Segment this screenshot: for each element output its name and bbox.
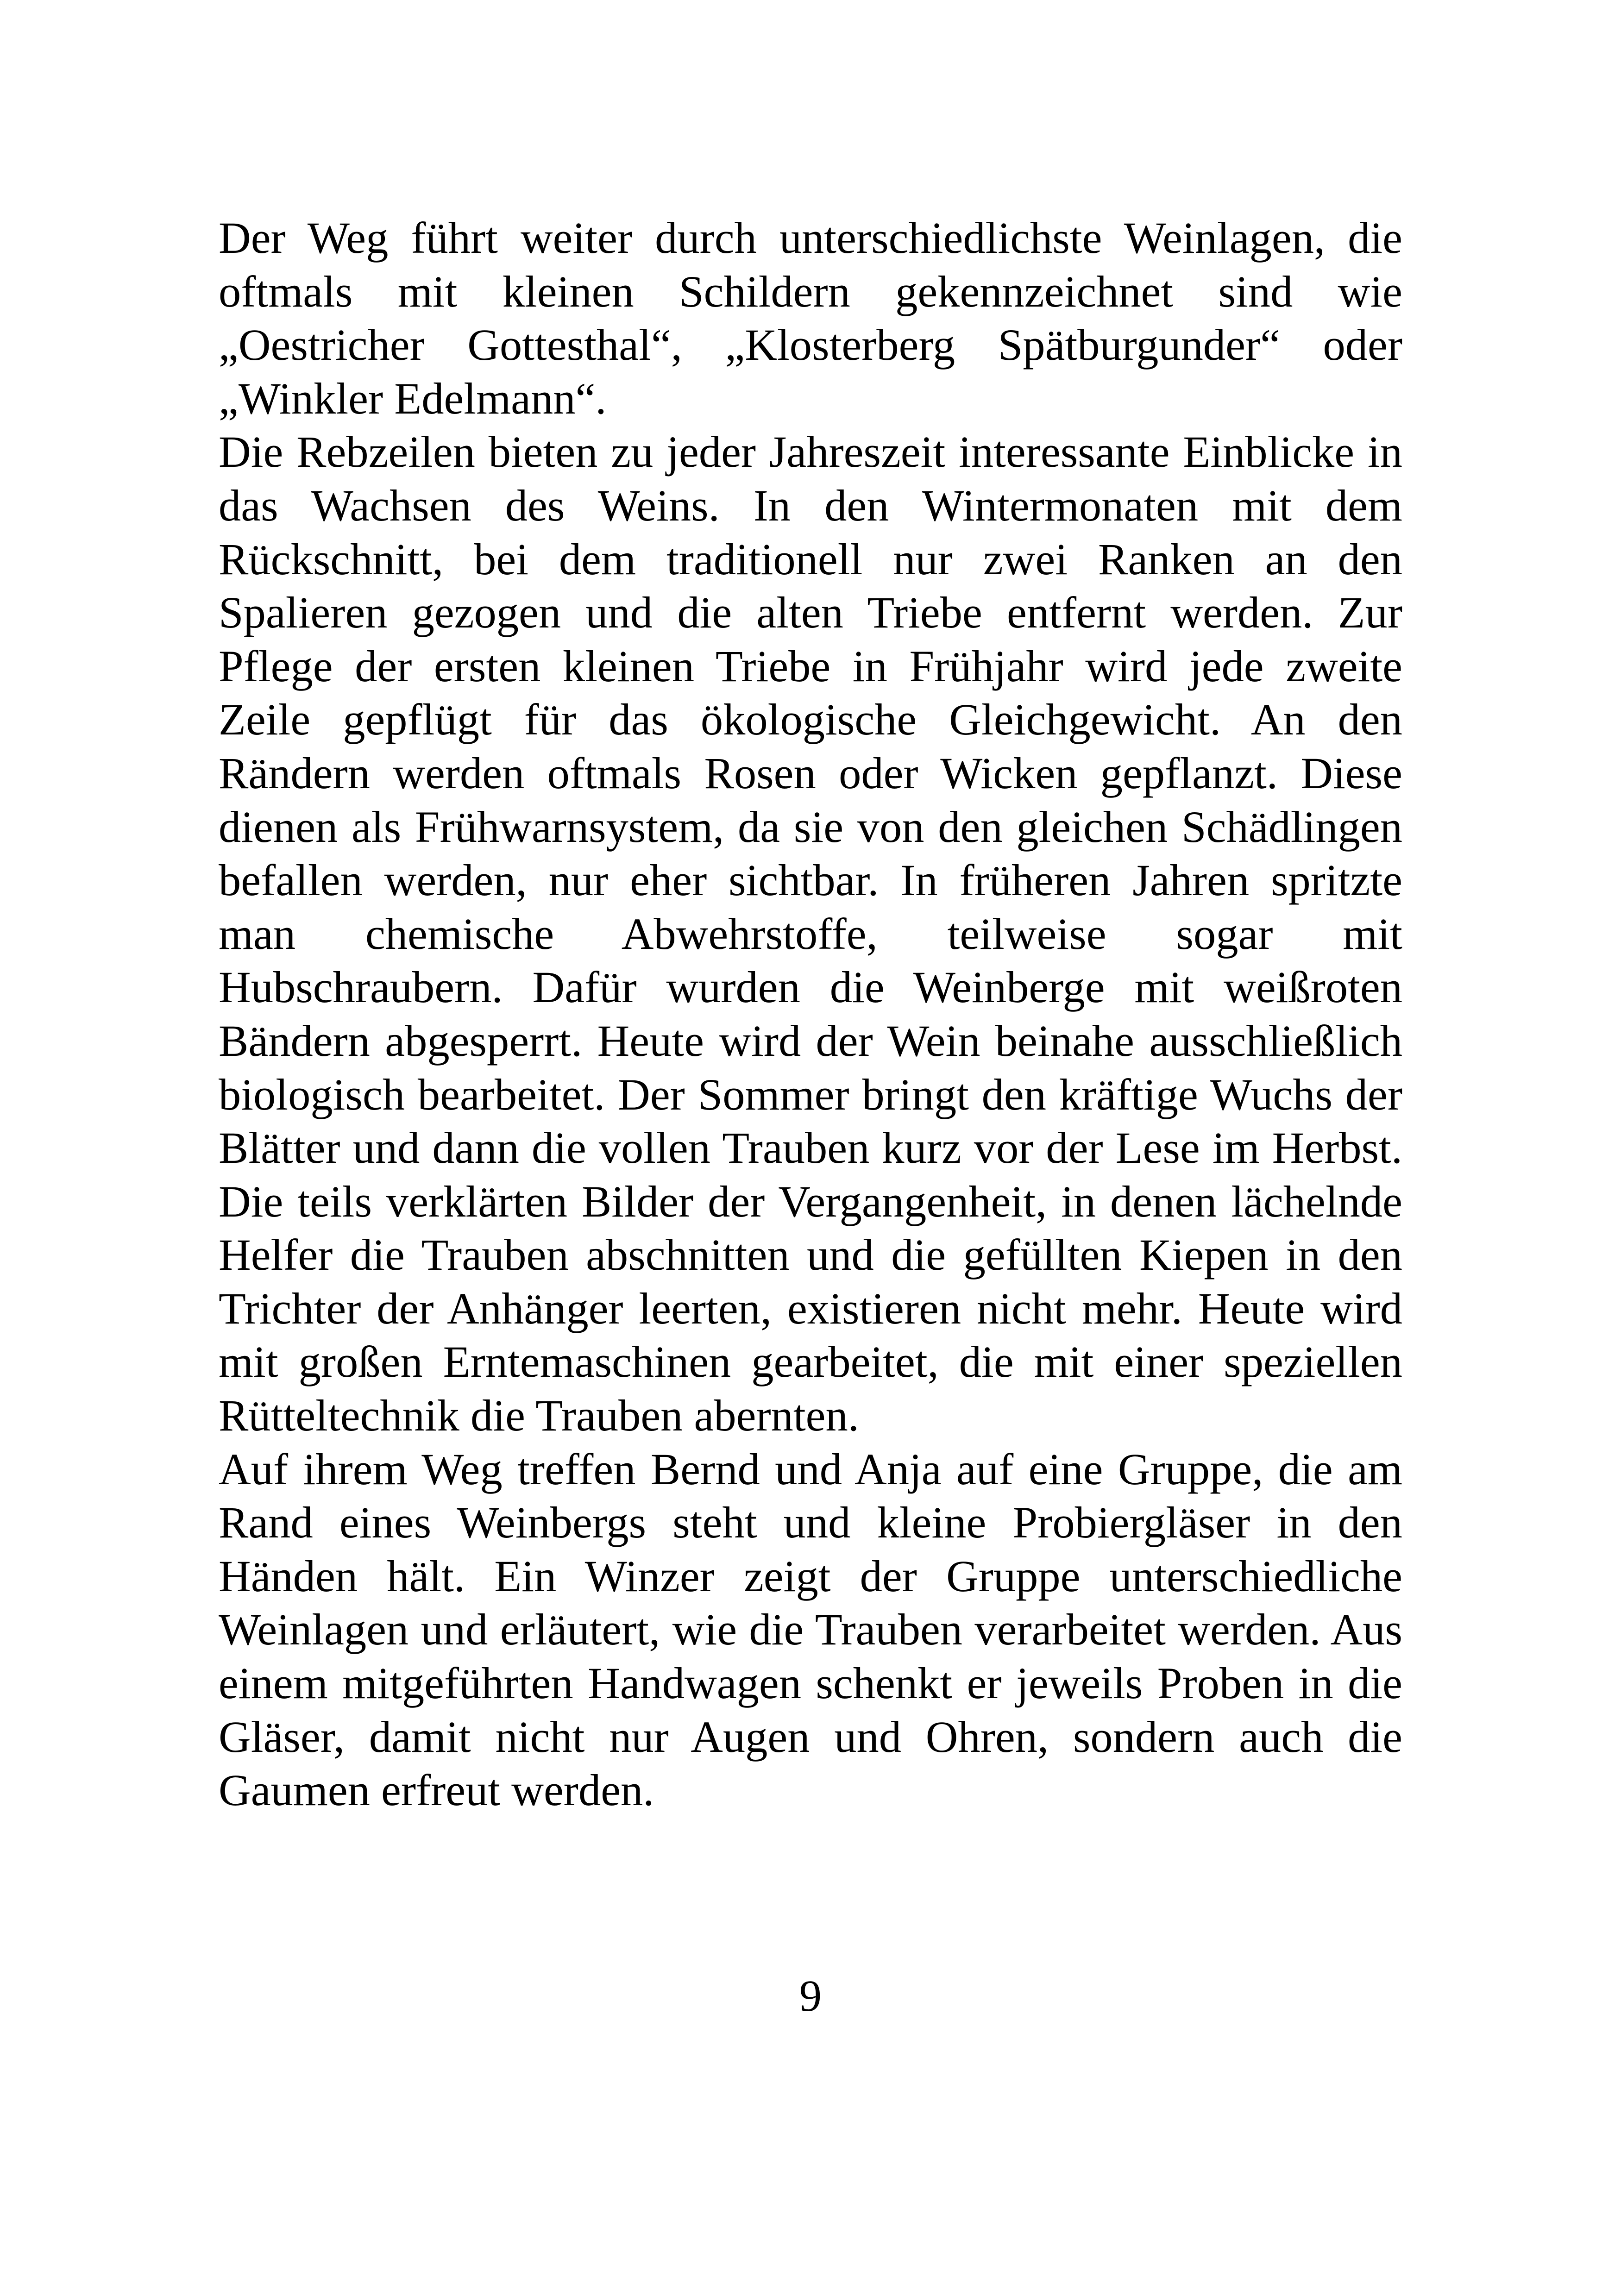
paragraph-winemaker-group: Auf ihrem Weg treffen Bernd und Anja auf eine Gruppe, die am Rand eines Weinbergs steht und kleine Probiergläser in den Händen hält. Ein Winzer zeigt der Gruppe unterschiedliche Weinlagen und erläutert, wie die Trauben verarbeitet werden. Aus einem mitgeführten Handwagen schenkt er jeweils Proben in die Gläser, damit nicht nur Augen und Ohren, sondern auch die Gaumen erfreut werden. <box>219 1444 1402 1815</box>
paragraph-vine-rows-seasons: Die Rebzeilen bieten zu jeder Jahreszeit interessante Einblicke in das Wachsen des Weins. In den Wintermonaten mit dem Rückschnitt, bei dem traditionell nur zwei Ranken an den Spalieren gezogen und die alten Triebe entfernt werden. Zur Pflege der ersten kleinen Triebe in Frühjahr wird jede zweite Zeile gepflügt für das ökologische Gleichgewicht. An den Rändern werden oftmals Rosen oder Wicken gepflanzt. Diese dienen als Frühwarnsystem, da sie von den gleichen Schädlingen befallen werden, nur eher sichtbar. In früheren Jahren spritzte man chemische Abwehrstoffe, teilweise sogar mit Hubschraubern. Dafür wurden die Weinberge mit weißroten Bändern abgesperrt. Heute wird der Wein beinahe ausschließlich biologisch bearbeitet. Der Sommer bringt den kräftige Wuchs der Blätter und dann die vollen Trauben kurz vor der Lese im Herbst. Die teils verklärten Bilder der Vergangenheit, in denen lächelnde Helfer die Trauben abschnitten und die gefüllten Kiepen in den Trichter der Anhänger leerten, existieren nicht mehr. Heute wird mit großen Erntemaschinen gearbeitet, die mit einer speziellen Rütteltechnik die Trauben abernten. <box>219 427 1402 1441</box>
body-text <box>219 211 1402 1817</box>
page-number: 9 <box>799 1971 822 2020</box>
paragraph-vineyard-sites: Der Weg führt weiter durch unterschiedlichste Weinlagen, die oftmals mit kleinen Schildern gekennzeichnet sind wie „Oestricher Gottesthal“, „Klosterberg Spätburgunder“ oder „Winkler Edelmann“. <box>219 213 1402 423</box>
